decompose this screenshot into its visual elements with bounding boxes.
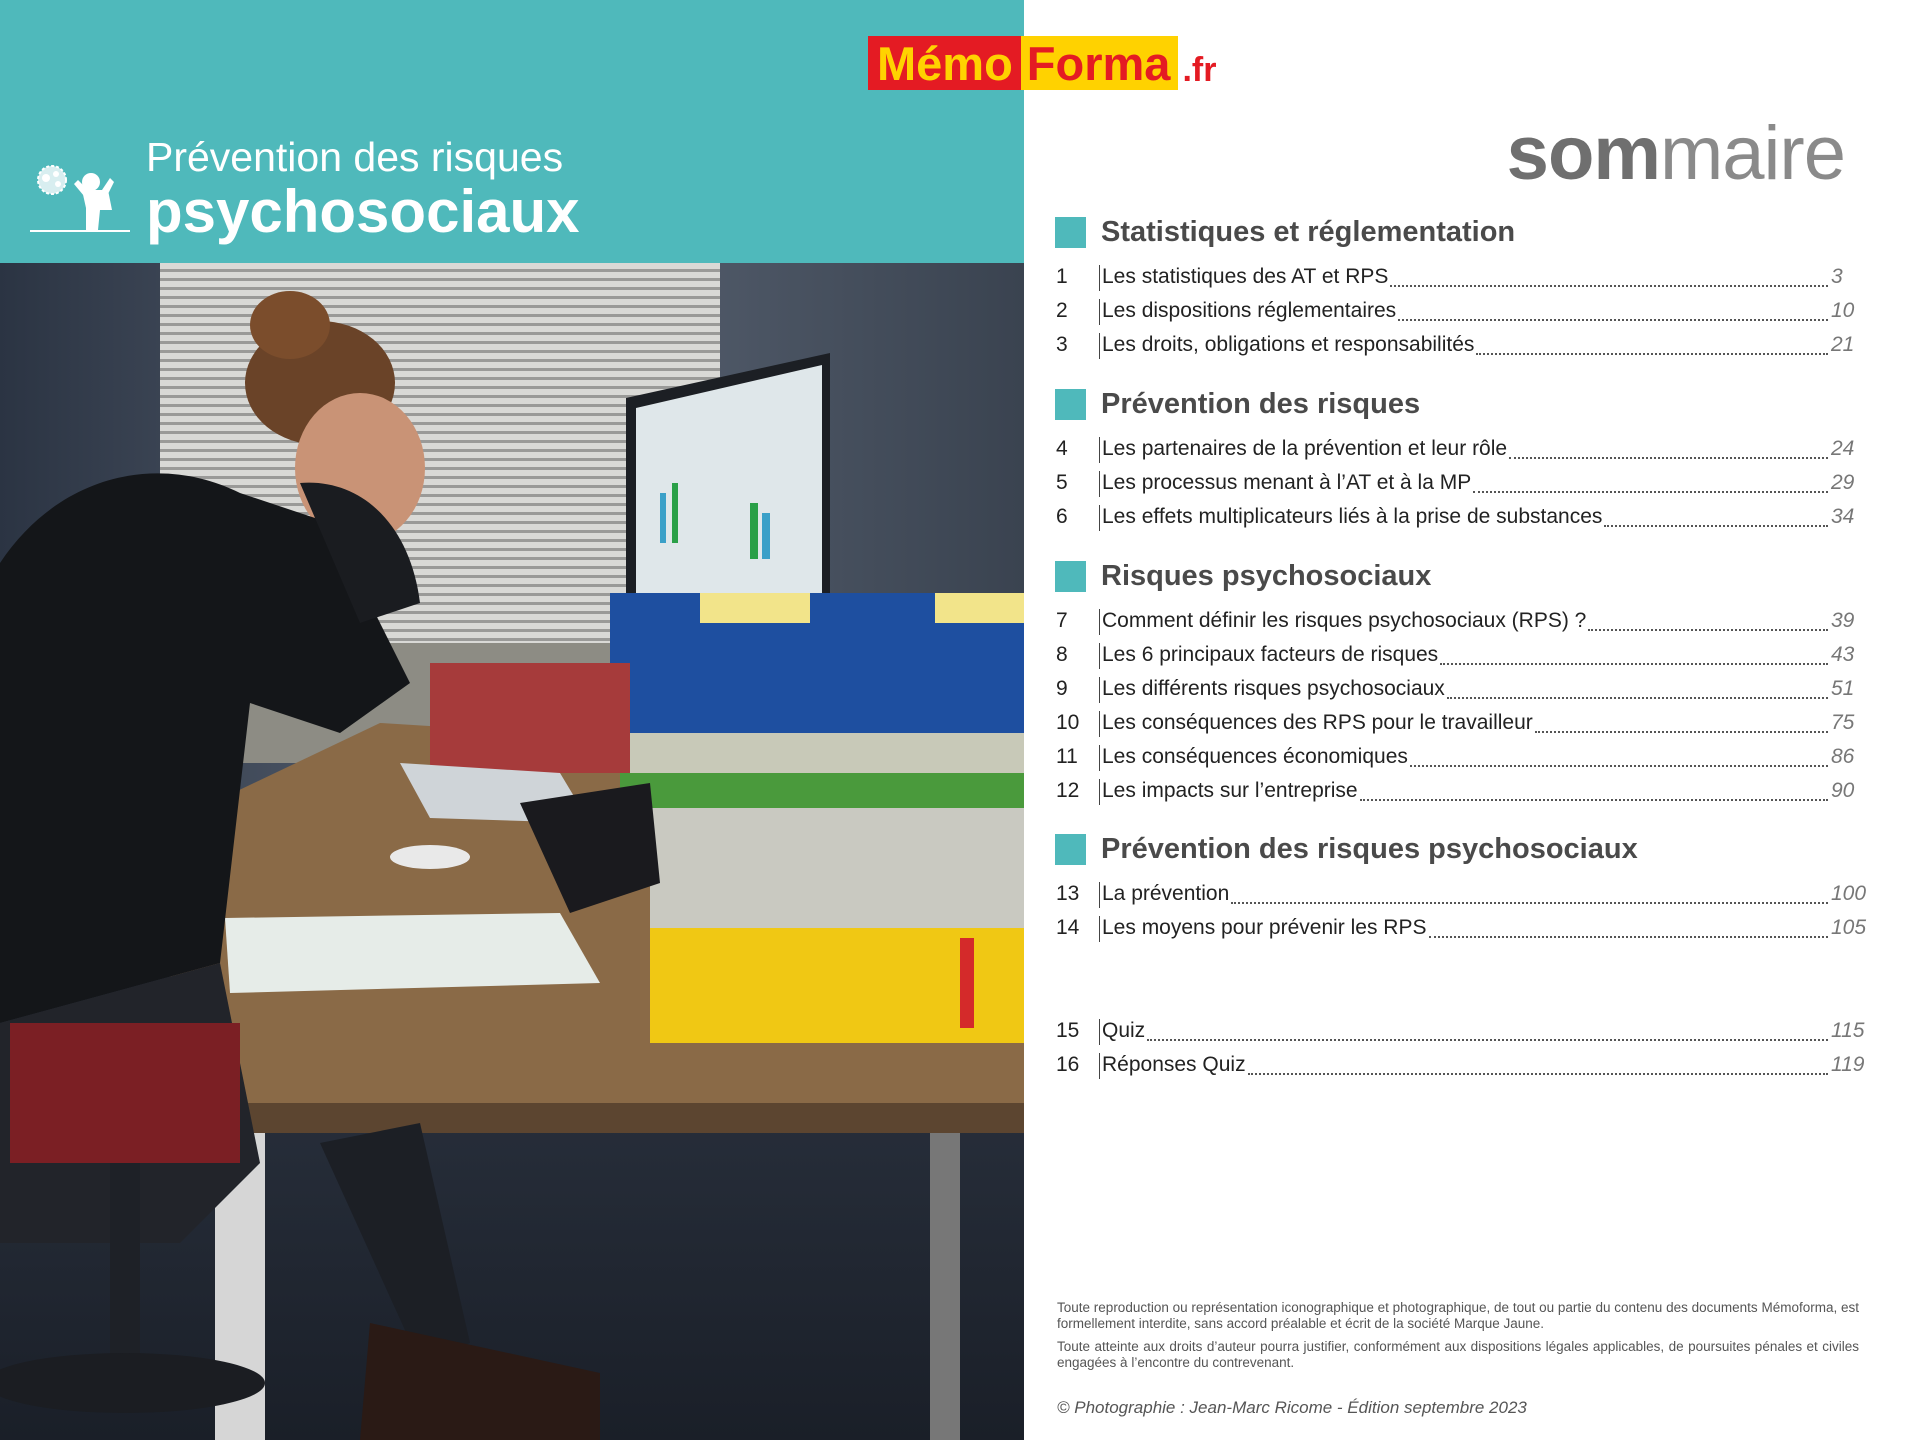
section-marker-icon — [1055, 389, 1086, 420]
memoforma-logo — [868, 36, 1216, 90]
toc-entry-number: 13 — [1056, 882, 1080, 905]
toc-entry-label: Les conséquences des RPS pour le travailleur — [1102, 711, 1533, 734]
legal-paragraph: Toute reproduction ou représentation iconographique et photographique, de tout ou partie du contenu des documents Mémoforma, est formellement interdite, sans accord préalable et écrit de la société Marque Jaune. — [1057, 1300, 1859, 1331]
toc-entry-page: 51 — [1831, 677, 1855, 700]
toc-entry-page: 3 — [1831, 265, 1843, 288]
toc-entry-number: 16 — [1056, 1053, 1080, 1076]
sommaire-heading-bold: som — [1506, 111, 1660, 196]
toc-section-header — [1055, 557, 1875, 597]
toc-entry-page: 29 — [1831, 471, 1855, 494]
toc-entry[interactable] — [1055, 638, 1875, 672]
toc-entry[interactable] — [1055, 1048, 1875, 1082]
cover-title-line1: Prévention des risques — [146, 134, 564, 180]
toc-entry[interactable] — [1055, 260, 1875, 294]
toc-entry-number: 7 — [1056, 609, 1068, 632]
toc-entry-label: Les partenaires de la prévention et leur rôle — [1102, 437, 1508, 460]
toc-entry-page: 100 — [1831, 882, 1867, 905]
toc-entry[interactable] — [1055, 672, 1875, 706]
toc-entry-number: 15 — [1056, 1019, 1080, 1042]
toc-entry-number: 5 — [1056, 471, 1068, 494]
toc-entry-page: 34 — [1831, 505, 1855, 528]
toc-entry[interactable] — [1055, 328, 1875, 362]
toc-entry-page: 39 — [1831, 609, 1855, 632]
toc-entry-number: 10 — [1056, 711, 1080, 734]
toc-entry-number: 1 — [1056, 265, 1068, 288]
toc-entry-number: 2 — [1056, 299, 1068, 322]
toc-entry-label: Les conséquences économiques — [1102, 745, 1408, 768]
toc-entry-number: 14 — [1056, 916, 1080, 939]
toc-entry-label: Les impacts sur l’entreprise — [1102, 779, 1358, 802]
toc-section-title: Prévention des risques — [1101, 388, 1421, 420]
toc-entry-label: Les différents risques psychosociaux — [1102, 677, 1445, 700]
toc-entry-page: 90 — [1831, 779, 1855, 802]
toc-entry[interactable] — [1055, 432, 1875, 466]
toc-entry-label: Les moyens pour prévenir les RPS — [1102, 916, 1427, 939]
toc-entry-number: 9 — [1056, 677, 1068, 700]
toc-entry-number: 12 — [1056, 779, 1080, 802]
toc-entry[interactable] — [1055, 706, 1875, 740]
toc-entry-label: Comment définir les risques psychosociaux (RPS) ? — [1102, 609, 1587, 632]
sommaire-heading — [1500, 110, 1845, 197]
toc-entry[interactable] — [1055, 294, 1875, 328]
toc-section — [1055, 830, 1875, 945]
toc-entry[interactable] — [1055, 466, 1875, 500]
toc-entry-label: Les dispositions réglementaires — [1102, 299, 1397, 322]
logo-text-forma: Forma — [1021, 36, 1179, 90]
toc-section — [1055, 385, 1875, 534]
toc-entry-page: 105 — [1831, 916, 1867, 939]
sommaire-heading-rest: maire — [1659, 111, 1845, 196]
toc-entry-label: Les effets multiplicateurs liés à la prise de substances — [1102, 505, 1603, 528]
toc-section-header — [1055, 213, 1875, 253]
toc-entry-page: 10 — [1831, 299, 1855, 322]
toc-entry-number: 3 — [1056, 333, 1068, 356]
legal-notice — [1057, 1300, 1859, 1378]
toc-entry-label: Réponses Quiz — [1102, 1053, 1246, 1076]
toc-entry-page: 43 — [1831, 643, 1855, 666]
section-marker-icon — [1055, 217, 1086, 248]
toc-entry-label: Les droits, obligations et responsabilités — [1102, 333, 1475, 356]
toc-section — [1055, 213, 1875, 362]
toc-entry[interactable] — [1055, 1014, 1875, 1048]
toc-section-title: Risques psychosociaux — [1101, 560, 1432, 592]
section-marker-icon — [1055, 834, 1086, 865]
toc-entry[interactable] — [1055, 740, 1875, 774]
toc-entry-page: 24 — [1831, 437, 1855, 460]
toc-section-title: Prévention des risques psychosociaux — [1101, 833, 1638, 865]
toc-entry[interactable] — [1055, 774, 1875, 808]
toc-entry-page: 21 — [1831, 333, 1855, 356]
toc-entry-page: 75 — [1831, 711, 1855, 734]
toc-entry-page: 86 — [1831, 745, 1855, 768]
photo-credit: © Photographie : Jean-Marc Ricome - Édition septembre 2023 — [1057, 1398, 1527, 1417]
toc-entry[interactable] — [1055, 877, 1875, 911]
stressed-person-icon — [28, 160, 132, 236]
toc-entry-number: 4 — [1056, 437, 1068, 460]
cover-photo — [0, 263, 1024, 1440]
toc-section-header — [1055, 385, 1875, 425]
toc-entry-page: 119 — [1831, 1053, 1865, 1076]
toc-entry-label: Les 6 principaux facteurs de risques — [1102, 643, 1439, 666]
toc-entry-number: 8 — [1056, 643, 1068, 666]
cover-title-line2: psychosociaux — [146, 178, 580, 245]
toc-entry-page: 115 — [1831, 1019, 1865, 1042]
toc-entry-label: Quiz — [1102, 1019, 1146, 1042]
toc-entry-number: 6 — [1056, 505, 1068, 528]
toc-entry[interactable] — [1055, 604, 1875, 638]
logo-text-memo: Mémo — [868, 36, 1021, 90]
logo-text-suffix: .fr — [1182, 51, 1217, 89]
toc-section-quiz — [1055, 1014, 1875, 1082]
toc-entry-label: La prévention — [1102, 882, 1230, 905]
toc-section-header — [1055, 830, 1875, 870]
toc-section-title: Statistiques et réglementation — [1101, 216, 1516, 248]
toc-entry-number: 11 — [1056, 745, 1078, 768]
toc-entry-label: Les statistiques des AT et RPS — [1102, 265, 1389, 288]
section-marker-icon — [1055, 561, 1086, 592]
toc-entry[interactable] — [1055, 500, 1875, 534]
legal-paragraph: Toute atteinte aux droits d’auteur pourra justifier, conformément aux dispositions légales applicables, de poursuites pénales et civiles engagées à l’encontre du contrevenant. — [1057, 1339, 1859, 1370]
toc-section — [1055, 557, 1875, 808]
toc-entry[interactable] — [1055, 911, 1875, 945]
toc-entry-label: Les processus menant à l’AT et à la MP — [1102, 471, 1472, 494]
